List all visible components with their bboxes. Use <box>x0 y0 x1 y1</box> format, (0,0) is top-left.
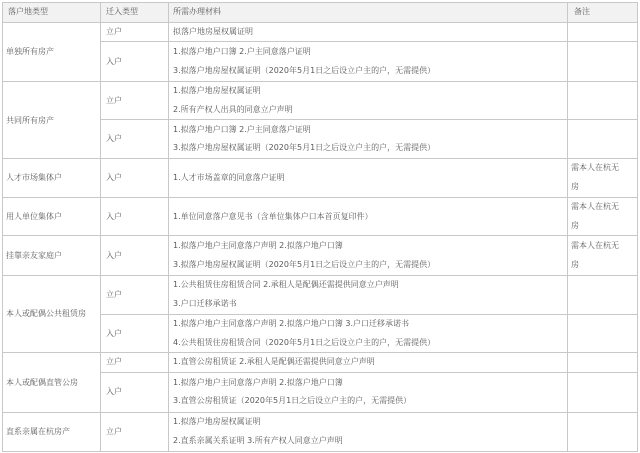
grid-line <box>2 412 638 413</box>
move-type: 入户 <box>106 329 122 338</box>
grid-line <box>2 451 638 452</box>
grid-line <box>2 275 638 276</box>
move-type: 入户 <box>106 57 122 66</box>
move-type: 立户 <box>106 27 122 36</box>
move-type: 入户 <box>106 212 122 221</box>
move-type: 立户 <box>106 357 122 366</box>
material-line: 2.所有产权人出具的同意立户声明 <box>173 105 293 114</box>
grid-line <box>2 352 638 353</box>
header-materials: 所需办理材料 <box>173 7 221 16</box>
row-category: 挂靠亲友家庭户 <box>6 251 62 260</box>
grid-line <box>100 41 638 42</box>
material-line: 3.拟落户地房屋权属证明（2020年5月1日之后设立户主的户，无需提供） <box>173 66 436 75</box>
move-type: 入户 <box>106 173 122 182</box>
material-line: 3.直管公房租赁证（2020年5月1日之后设立户主的户，无需提供） <box>173 396 412 405</box>
note-line: 房 <box>571 182 579 191</box>
grid-line <box>100 2 101 451</box>
material-line: 1.拟落户地户主同意落户声明 2.拟落户地户口簿 3.户口迁移承诺书 <box>173 319 409 328</box>
move-type: 入户 <box>106 134 122 143</box>
material-line: 1.拟落户地房屋权属证明 <box>173 86 261 95</box>
row-category: 直系亲属在杭房产 <box>6 427 70 436</box>
grid-line <box>2 235 638 236</box>
material-line: 拟落户地房屋权属证明 <box>173 27 253 36</box>
grid-line <box>100 372 638 373</box>
move-type: 立户 <box>106 96 122 105</box>
grid-line <box>2 81 638 82</box>
material-line: 4.公共租赁住房租赁合同（2020年5月1日之后设立户主的户，无需提供） <box>173 338 436 347</box>
grid-line <box>2 2 3 451</box>
move-type: 入户 <box>106 387 122 396</box>
note-line: 需本人在杭无 <box>571 241 619 250</box>
note-line: 需本人在杭无 <box>571 202 619 211</box>
grid-line <box>637 2 638 451</box>
row-category: 本人或配偶直管公房 <box>6 378 78 387</box>
grid-line <box>2 22 638 23</box>
header-move: 迁入类型 <box>106 7 138 16</box>
material-line: 3.拟落户地房屋权属证明（2020年5月1日之后设立户主的户，无需提供） <box>173 143 436 152</box>
material-line: 1.拟落户地房屋权属证明 <box>173 417 261 426</box>
grid-line <box>2 158 638 159</box>
grid-line <box>168 2 169 451</box>
row-category: 用人单位集体户 <box>6 212 62 221</box>
grid-line <box>2 197 638 198</box>
material-line: 1.人才市场盖章的同意落户证明 <box>173 173 285 182</box>
material-line: 1.拟落户地户主同意落户声明 2.拟落户地户口簿 <box>173 241 343 250</box>
material-line: 3.拟落户地房屋权属证明（2020年5月1日之后设立户主的户，无需提供） <box>173 260 436 269</box>
move-type: 立户 <box>106 290 122 299</box>
note-line: 房 <box>571 260 579 269</box>
material-line: 1.拟落户地户口簿 2.户主同意落户证明 <box>173 125 311 134</box>
row-category: 本人或配偶公共租赁房 <box>6 309 86 318</box>
note-line: 需本人在杭无 <box>571 163 619 172</box>
row-category: 共同所有房产 <box>6 116 54 125</box>
grid-line <box>100 119 638 120</box>
grid-line <box>100 314 638 315</box>
material-line: 1.拟落户地户口簿 2.户主同意落户证明 <box>173 47 311 56</box>
grid-line <box>567 2 568 451</box>
material-line: 3.户口迁移承诺书 <box>173 299 237 308</box>
note-line: 房 <box>571 221 579 230</box>
row-category: 人才市场集体户 <box>6 173 62 182</box>
header-type: 落户地类型 <box>8 7 48 16</box>
material-line: 2.直系亲属关系证明 3.所有产权人同意立户声明 <box>173 436 343 445</box>
header-notes: 备注 <box>574 7 590 16</box>
table-header-row <box>2 2 638 22</box>
grid-line <box>2 2 638 3</box>
move-type: 立户 <box>106 427 122 436</box>
move-type: 入户 <box>106 251 122 260</box>
material-line: 1.拟落户地户主同意落户声明 2.拟落户地户口簿 <box>173 378 343 387</box>
material-line: 1.单位同意落户意见书（含单位集体户口本首页复印件） <box>173 212 373 221</box>
material-line: 1.公共租赁住房租赁合同 2.承租人是配偶还需提供同意立户声明 <box>173 280 399 289</box>
row-category: 单独所有房产 <box>6 47 54 56</box>
material-line: 1.直管公房租赁证 2.承租人是配偶还需提供同意立户声明 <box>173 357 375 366</box>
